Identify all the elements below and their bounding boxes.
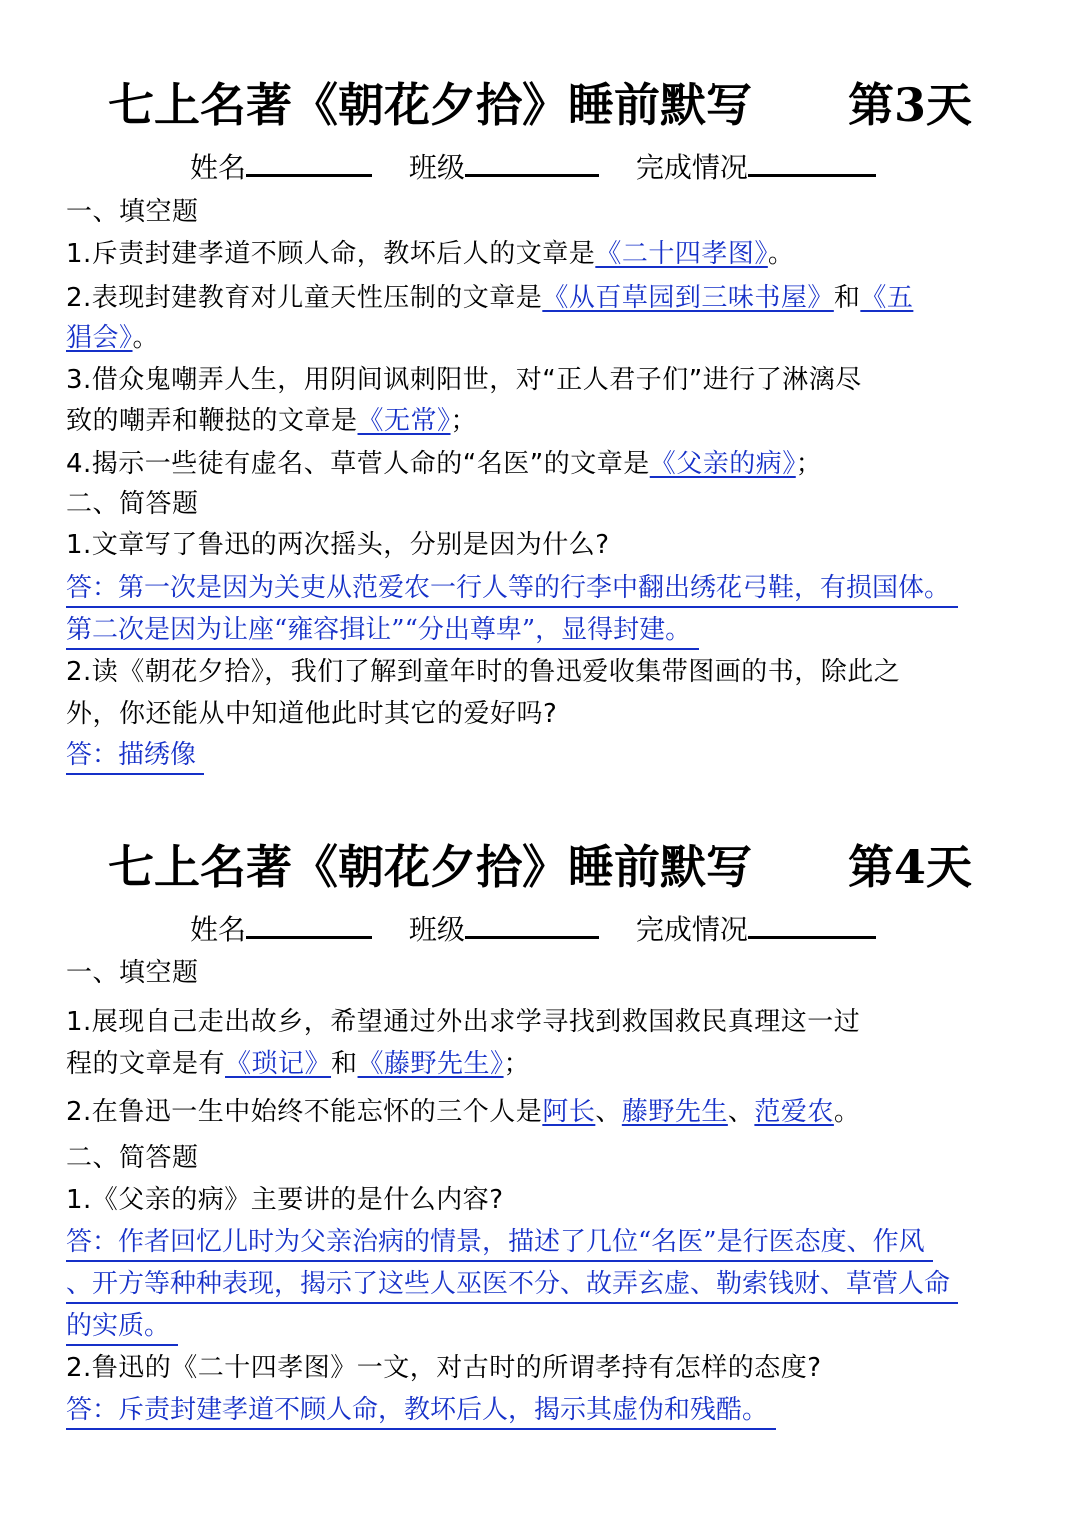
answer-text: 《琐记》 <box>225 1049 332 1079</box>
answer-text: 《无常》 <box>357 406 451 436</box>
punct: ； <box>503 1049 531 1079</box>
sheet1-q3-line1: 3.借众鬼嘲弄人生，用阴间讽刺阳世，对“正人君子们”进行了淋漓尽 <box>66 365 862 395</box>
class-label: 班级 <box>408 913 465 946</box>
sheet2-q2 <box>66 1094 860 1130</box>
answer-text: 藤野先生 <box>621 1097 728 1127</box>
sheet2-s1-question: 1.《父亲的病》主要讲的是什么内容? <box>66 1185 504 1215</box>
sheet2-q1-line2 <box>66 1046 530 1082</box>
sheet1-s1-answer-line1: 答：第一次是因为关吏从范爱农一行人等的行李中翻出绣花弓鞋，有损国体。 <box>66 570 958 608</box>
answer-text: 《父亲的病》 <box>649 449 796 479</box>
answer-text: 《从百草园到三味书屋》 <box>542 283 834 313</box>
connector: 和 <box>331 1049 358 1079</box>
sheet2-q1-line1: 1.展现自己走出故乡，希望通过外出求学寻找到救国救民真理这一过 <box>66 1007 861 1037</box>
answer-text: 猖会》 <box>66 323 133 353</box>
sheet1-q2 <box>66 280 913 316</box>
punct: 。 <box>132 323 160 353</box>
question-text: 2.在鲁迅一生中始终不能忘怀的三个人是 <box>66 1097 543 1127</box>
sheet2-s2-question: 2.鲁迅的《二十四孝图》一文，对古时的所谓孝持有怎样的态度? <box>66 1353 822 1383</box>
sheet1-q2-cont <box>66 320 159 356</box>
name-label: 姓名 <box>190 913 247 946</box>
answer-text: 范爱农 <box>754 1097 834 1127</box>
sheet1-section-short: 二、简答题 <box>66 489 199 519</box>
name-blank[interactable] <box>246 148 372 177</box>
punct: 。 <box>833 1097 861 1127</box>
sheet1-q3-line2 <box>66 403 477 439</box>
class-label: 班级 <box>408 151 465 184</box>
sheet2-s1-answer-line2: 、开方等种种表现，揭示了这些人巫医不分、故弄玄虚、勒索钱财、草菅人命 <box>66 1266 958 1304</box>
sheet1-title: 七上名著《朝花夕拾》睡前默写 第3天 <box>107 78 973 132</box>
punct: 。 <box>767 239 795 269</box>
question-text: 2.表现封建教育对儿童天性压制的文章是 <box>66 283 543 313</box>
sheet1-s2-question-line1: 2.读《朝花夕拾》，我们了解到童年时的鲁迅爱收集带图画的书，除此之 <box>66 657 901 687</box>
sheet1-s1-answer-line2: 第二次是因为让座“雍容揖让”“分出尊卑”，显得封建。 <box>66 612 699 650</box>
sheet1-header <box>190 148 876 188</box>
sheet1-q4 <box>66 446 822 482</box>
status-blank[interactable] <box>748 910 876 939</box>
sheet1-section-fill: 一、填空题 <box>66 197 199 227</box>
sheet2-title: 七上名著《朝花夕拾》睡前默写 第4天 <box>107 840 973 894</box>
question-text: 4.揭示一些徒有虚名、草菅人命的“名医”的文章是 <box>66 449 650 479</box>
class-blank[interactable] <box>465 910 599 939</box>
punct: ； <box>795 449 823 479</box>
sheet1-s2-question-line2: 外，你还能从中知道他此时其它的爱好吗? <box>66 699 558 729</box>
status-blank[interactable] <box>748 148 876 177</box>
question-text: 1.斥责封建孝道不顾人命，教坏后人的文章是 <box>66 239 596 269</box>
answer-text: 《五 <box>860 283 914 313</box>
status-label: 完成情况 <box>635 151 748 184</box>
question-text: 致的嘲弄和鞭挞的文章是 <box>66 406 358 436</box>
sheet2-section-short: 二、简答题 <box>66 1143 199 1173</box>
sheet2-header <box>190 910 876 950</box>
answer-text: 《二十四孝图》 <box>595 239 768 269</box>
question-text: 程的文章是有 <box>66 1049 226 1079</box>
sheet1-q1 <box>66 236 794 272</box>
status-label: 完成情况 <box>635 913 748 946</box>
answer-text: 《藤野先生》 <box>357 1049 504 1079</box>
punct: ； <box>450 406 478 436</box>
punct: 、 <box>595 1097 622 1127</box>
sheet1-s2-answer: 答：描绣像 <box>66 737 204 775</box>
sheet2-section-fill: 一、填空题 <box>66 958 199 988</box>
name-blank[interactable] <box>246 910 372 939</box>
class-blank[interactable] <box>465 148 599 177</box>
sheet2-s2-answer: 答：斥责封建孝道不顾人命，教坏后人，揭示其虚伪和残酷。 <box>66 1392 776 1430</box>
punct: 、 <box>727 1097 755 1127</box>
connector: 和 <box>833 283 861 313</box>
name-label: 姓名 <box>190 151 247 184</box>
sheet1-s1-question: 1.文章写了鲁迅的两次摇头，分别是因为什么? <box>66 530 610 560</box>
sheet2-s1-answer-line3: 的实质。 <box>66 1308 178 1346</box>
answer-text: 阿长 <box>542 1097 596 1127</box>
sheet2-s1-answer-line1: 答：作者回忆儿时为父亲治病的情景，描述了几位“名医”是行医态度、作风 <box>66 1224 933 1262</box>
